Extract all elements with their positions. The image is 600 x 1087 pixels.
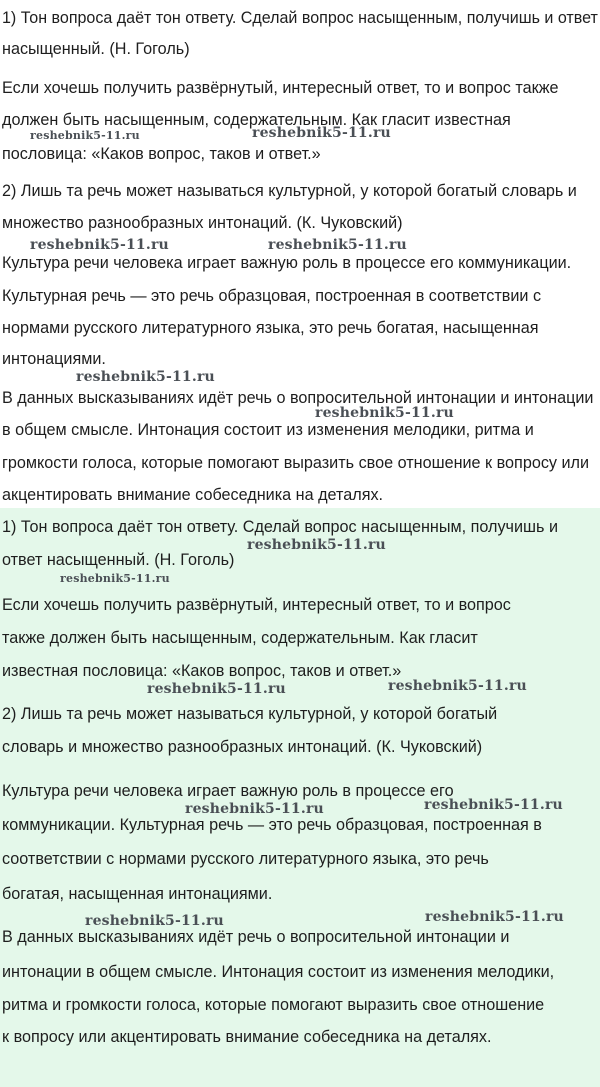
text-line: Если хочешь получить развёрнутый, интересный ответ, то и вопрос [2, 596, 511, 614]
watermark: reshebnik5-11.ru [247, 537, 386, 553]
text-line: интонации в общем смысле. Интонация состоит из изменения мелодики, [2, 963, 555, 981]
watermark: reshebnik5-11.ru [60, 572, 170, 585]
text-line: также должен быть насыщенным, содержательным. Как гласит [2, 629, 478, 647]
text-line: В данных высказываниях идёт речь о вопросительной интонации и [2, 928, 510, 946]
text-line: известная пословица: «Каков вопрос, таков и ответ.» [2, 662, 402, 680]
text-line: соответствии с нормами русского литературного языка, это речь [2, 850, 489, 868]
text-line: множество разнообразных интонаций. (К. Чуковский) [2, 214, 403, 232]
answer-section-2 [0, 508, 600, 1087]
text-line: В данных высказываниях идёт речь о вопросительной интонации и интонации [2, 389, 594, 407]
text-line: 1) Тон вопроса даёт тон ответу. Сделай вопрос насыщенным, получишь и ответ [2, 9, 598, 27]
watermark: reshebnik5-11.ru [85, 913, 224, 929]
text-line: Культура речи человека играет важную роль в процессе его [2, 782, 454, 800]
watermark: reshebnik5-11.ru [268, 237, 407, 253]
text-line: в общем смысле. Интонация состоит из изменения мелодики, ритма и [2, 421, 534, 439]
text-line: ритма и громкости голоса, которые помогают выразить свое отношение [2, 996, 545, 1014]
text-line: должен быть насыщенным, содержательным. Как гласит известная [2, 111, 511, 129]
text-line: нормами русского литературного языка, это речь богатая, насыщенная [2, 319, 539, 337]
text-line: Культура речи человека играет важную роль в процессе его коммуникации. [2, 254, 572, 272]
watermark: reshebnik5-11.ru [252, 125, 391, 141]
text-line: к вопросу или акцентировать внимание собеседника на деталях. [2, 1028, 492, 1046]
watermark: reshebnik5-11.ru [147, 681, 286, 697]
text-line: насыщенный. (Н. Гоголь) [2, 40, 190, 58]
text-line: Культурная речь — это речь образцовая, построенная в соответствии с [2, 287, 542, 305]
watermark: reshebnik5-11.ru [30, 129, 140, 142]
text-line: интонациями. [2, 350, 106, 368]
text-line: 2) Лишь та речь может называться культурной, у которой богатый словарь и [2, 182, 577, 200]
text-line: богатая, насыщенная интонациями. [2, 885, 273, 903]
text-line: ответ насыщенный. (Н. Гоголь) [2, 551, 235, 569]
text-line: Если хочешь получить развёрнутый, интересный ответ, то и вопрос также [2, 79, 559, 97]
watermark: reshebnik5-11.ru [388, 678, 527, 694]
watermark: reshebnik5-11.ru [315, 405, 454, 421]
answer-section-1 [0, 0, 600, 508]
watermark: reshebnik5-11.ru [425, 909, 564, 925]
watermark: reshebnik5-11.ru [185, 801, 324, 817]
text-line: акцентировать внимание собеседника на деталях. [2, 486, 384, 504]
text-line: громкости голоса, которые помогают выразить свое отношение к вопросу или [2, 454, 590, 472]
watermark: reshebnik5-11.ru [76, 369, 215, 385]
text-line: пословица: «Каков вопрос, таков и ответ.» [2, 145, 321, 163]
text-line: 2) Лишь та речь может называться культурной, у которой богатый [2, 705, 498, 723]
text-line: 1) Тон вопроса даёт тон ответу. Сделай вопрос насыщенным, получишь и [2, 518, 558, 536]
watermark: reshebnik5-11.ru [424, 797, 563, 813]
text-line: коммуникации. Культурная речь — это речь образцовая, построенная в [2, 816, 542, 834]
watermark: reshebnik5-11.ru [30, 237, 169, 253]
text-line: словарь и множество разнообразных интонаций. (К. Чуковский) [2, 738, 483, 756]
